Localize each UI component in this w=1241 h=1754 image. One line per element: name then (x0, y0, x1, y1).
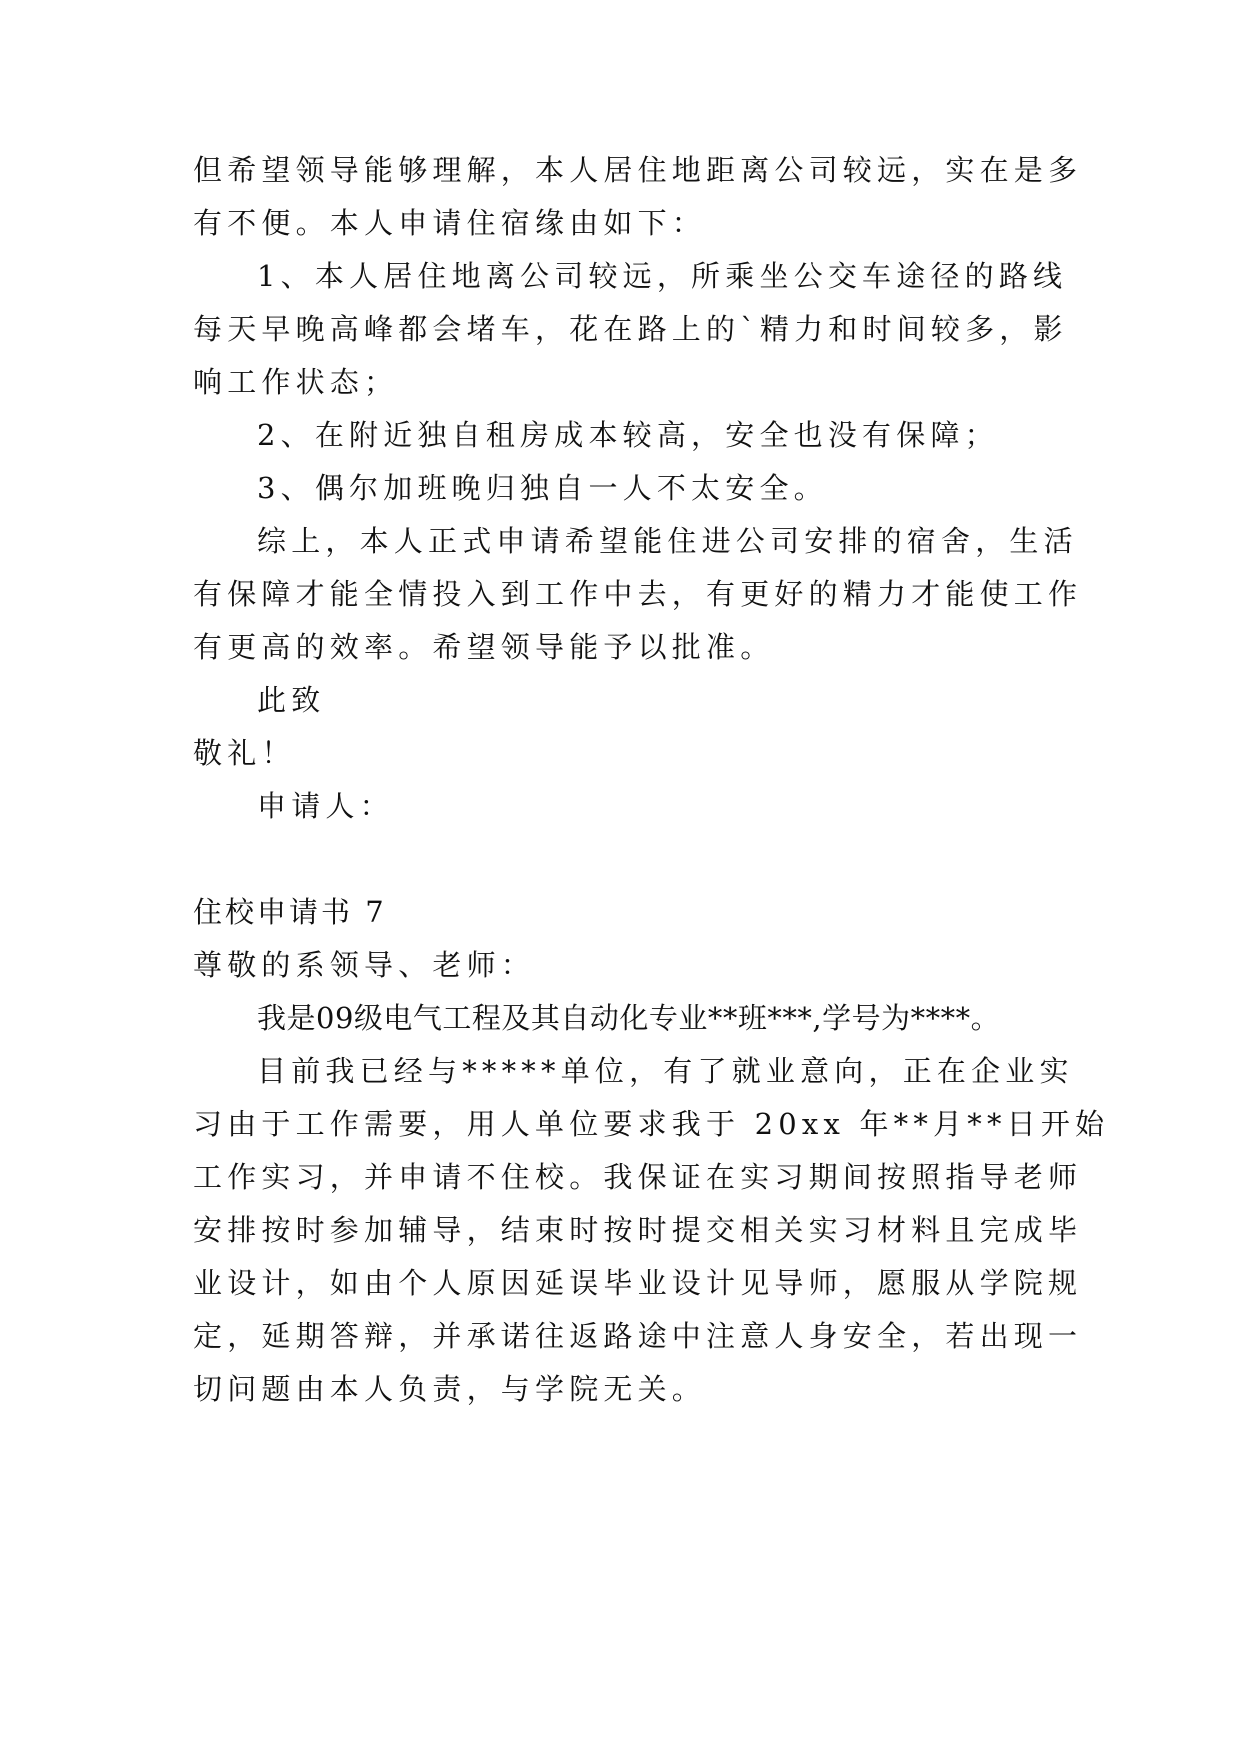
intro-line: 我是09级电气工程及其自动化专业**班***,学号为****。 (257, 1001, 1001, 1035)
body-paragraph-cont: 切问题由本人负责，与学院无关。 (193, 1372, 707, 1406)
greeting: 尊敬的系领导、老师： (193, 948, 536, 982)
closing-phrase: 此致 (257, 683, 326, 717)
section-title: 住校申请书 7 (193, 895, 387, 929)
reason-item-1-cont: 响工作状态； (193, 365, 399, 399)
summary-paragraph-cont: 有更高的效率。希望领导能予以批准。 (193, 630, 775, 664)
reason-item-2: 2、在附近独自租房成本较高，安全也没有保障； (257, 418, 999, 452)
reason-item-3: 3、偶尔加班晚归独自一人不太安全。 (257, 471, 828, 505)
salutation: 敬礼！ (193, 736, 296, 770)
body-paragraph-cont: 定，延期答辩，并承诺往返路途中注意人身安全，若出现一 (193, 1319, 1083, 1353)
paragraph-line: 有不便。本人申请住宿缘由如下： (193, 206, 707, 240)
reason-item-1-cont: 每天早晚高峰都会堵车，花在路上的`精力和时间较多，影 (193, 312, 1068, 346)
body-paragraph-cont: 习由于工作需要，用人单位要求我于 20xx 年**月**日开始 (193, 1107, 1110, 1141)
paragraph-line: 但希望领导能够理解，本人居住地距离公司较远，实在是多 (193, 153, 1083, 187)
summary-paragraph-cont: 有保障才能全情投入到工作中去，有更好的精力才能使工作 (193, 577, 1083, 611)
body-paragraph-cont: 业设计，如由个人原因延误毕业设计见导师，愿服从学院规 (193, 1266, 1083, 1300)
body-paragraph: 目前我已经与*****单位，有了就业意向，正在企业实 (257, 1054, 1074, 1088)
summary-paragraph: 综上，本人正式申请希望能住进公司安排的宿舍，生活 (257, 524, 1078, 558)
applicant-label: 申请人： (257, 789, 394, 823)
body-paragraph-cont: 工作实习，并申请不住校。我保证在实习期间按照指导老师 (193, 1160, 1083, 1194)
reason-item-1: 1、本人居住地离公司较远，所乘坐公交车途径的路线 (257, 259, 1068, 293)
body-paragraph-cont: 安排按时参加辅导，结束时按时提交相关实习材料且完成毕 (193, 1213, 1083, 1247)
